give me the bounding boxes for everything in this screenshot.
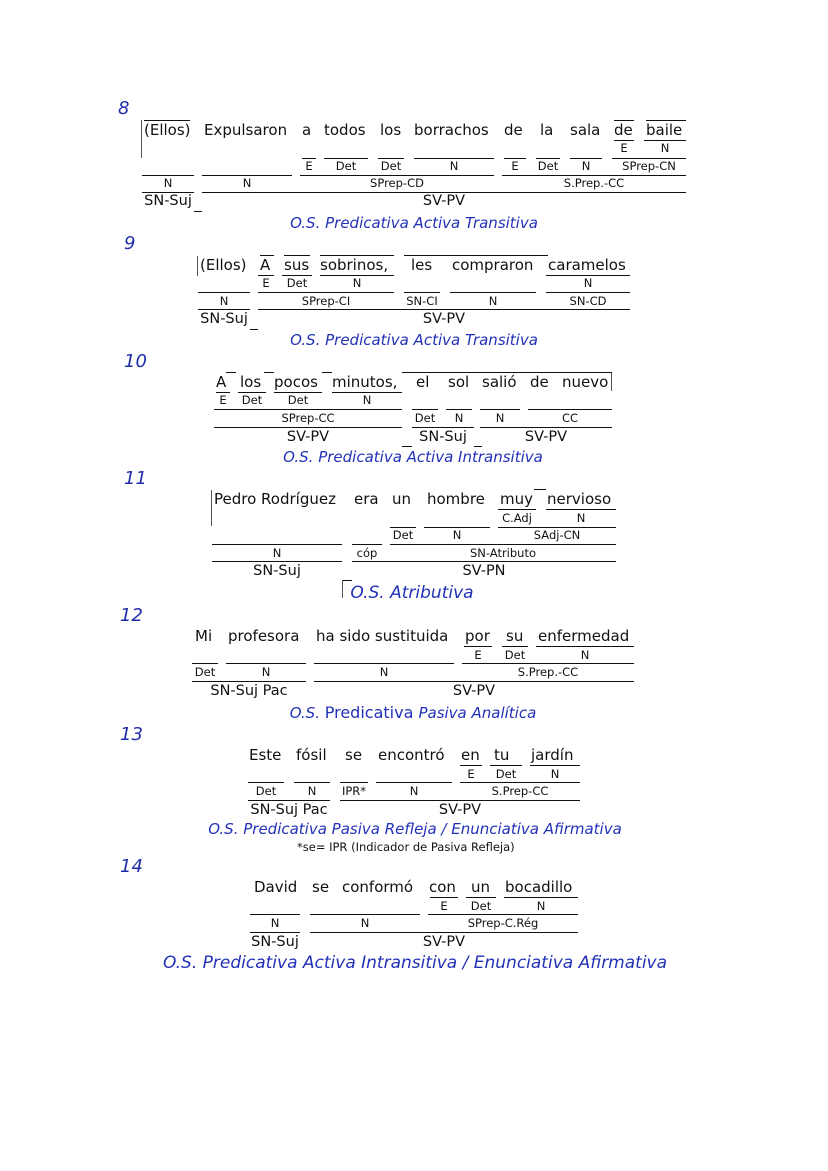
overline — [322, 372, 332, 373]
rule — [342, 580, 352, 581]
rule — [352, 561, 616, 562]
caption-part: O.S. — [289, 704, 325, 722]
rule — [480, 427, 612, 428]
label: N — [409, 784, 419, 798]
overline — [320, 255, 394, 256]
label: SV-PV — [452, 683, 496, 699]
rule — [430, 897, 458, 898]
label: Det — [335, 159, 357, 173]
rule — [192, 681, 306, 682]
label: Det — [380, 159, 402, 173]
label: N — [452, 528, 462, 542]
rule — [412, 427, 474, 428]
rule — [314, 681, 634, 682]
overline — [284, 255, 310, 256]
label: SV-PV — [422, 311, 466, 327]
label: E — [305, 159, 313, 173]
word: se — [345, 746, 363, 764]
word: sala — [570, 121, 601, 139]
overline — [402, 372, 612, 373]
word: tu — [494, 746, 510, 764]
label: E — [620, 141, 628, 155]
overline — [260, 255, 274, 256]
rule — [530, 765, 580, 766]
label: SN-Suj — [144, 193, 192, 209]
rule — [404, 292, 440, 293]
overline — [534, 489, 546, 490]
word: sobrinos, — [320, 256, 389, 274]
word: jardín — [531, 746, 574, 764]
rule — [504, 897, 578, 898]
label: E — [440, 899, 448, 913]
rule — [198, 309, 250, 310]
word: enfermedad — [538, 627, 630, 645]
rule — [460, 765, 482, 766]
label: SAdj-CN — [533, 528, 581, 542]
label: S.Prep-CC — [491, 784, 549, 798]
label: S.Prep.-CC — [517, 665, 579, 679]
word: (Ellos) — [200, 256, 247, 274]
rule — [294, 782, 330, 783]
label: SV-PV — [438, 802, 482, 818]
word: muy — [500, 490, 533, 508]
rule — [428, 914, 578, 915]
label: SPrep-CD — [370, 176, 424, 190]
exercise-number: 14 — [120, 856, 143, 877]
word: bocadillo — [505, 878, 573, 896]
bracket-line — [197, 256, 198, 276]
rule — [258, 309, 630, 310]
label: SN-Suj — [200, 311, 248, 327]
rule — [258, 292, 394, 293]
word: fósil — [296, 746, 327, 764]
label: N — [242, 176, 252, 190]
exercise-number: 10 — [124, 351, 147, 372]
word: era — [354, 490, 379, 508]
label: SN-CI — [406, 294, 438, 308]
label: E — [262, 276, 270, 290]
word: nuevo — [562, 373, 609, 391]
word: de — [504, 121, 523, 139]
label: SN-CD — [569, 294, 607, 308]
label: Det — [194, 665, 216, 679]
overline — [144, 120, 190, 121]
label: Det — [470, 899, 492, 913]
label: cóp — [356, 546, 378, 560]
rule — [310, 932, 578, 933]
caption: O.S. Predicativa Activa Intransitiva / Enunciativa Afirmativa — [162, 953, 668, 973]
word: compraron — [452, 256, 534, 274]
word: el — [416, 373, 430, 391]
rule — [310, 914, 420, 915]
label: E — [511, 159, 519, 173]
label: SN-Suj — [253, 563, 301, 579]
rule — [480, 409, 520, 410]
overline — [226, 372, 236, 373]
word: los — [240, 373, 262, 391]
word: nervioso — [547, 490, 612, 508]
exercise-number: 11 — [124, 468, 147, 489]
label: N — [576, 511, 586, 525]
word: salió — [482, 373, 517, 391]
label: SV-PN — [462, 563, 506, 579]
label: Det — [537, 159, 559, 173]
word: Mi — [195, 627, 213, 645]
label: Det — [241, 393, 263, 407]
rule — [466, 897, 496, 898]
label: Det — [495, 767, 517, 781]
rule — [536, 646, 634, 647]
label: S.Prep.-CC — [563, 176, 625, 190]
word: Expulsaron — [204, 121, 288, 139]
rule — [212, 544, 342, 545]
label: SPrep-CN — [622, 159, 676, 173]
word: su — [506, 627, 524, 645]
label: Det — [286, 276, 308, 290]
rule — [502, 646, 528, 647]
word: los — [380, 121, 402, 139]
label: SPrep-CC — [281, 411, 335, 425]
word: por — [465, 627, 490, 645]
label: N — [360, 916, 370, 930]
word: pocos — [274, 373, 318, 391]
label: Det — [255, 784, 277, 798]
bracket-line — [611, 373, 612, 391]
word: conformó — [342, 878, 414, 896]
bracket-line — [141, 120, 142, 158]
word: un — [392, 490, 412, 508]
exercise-number: 8 — [118, 98, 130, 119]
word: profesora — [228, 627, 300, 645]
label: N — [495, 411, 505, 425]
word: en — [461, 746, 480, 764]
label: N — [449, 159, 459, 173]
footnote: *se= IPR (Indicador de Pasiva Refleja) — [297, 840, 515, 854]
rule — [194, 211, 202, 212]
word: a — [302, 121, 312, 139]
word: A — [260, 256, 271, 274]
overline — [264, 372, 274, 373]
label: N — [163, 176, 173, 190]
label: N — [536, 899, 546, 913]
word: caramelos — [548, 256, 626, 274]
label: Det — [414, 411, 436, 425]
word: sus — [284, 256, 310, 274]
rule — [412, 409, 438, 410]
label: N — [550, 767, 560, 781]
rule — [250, 329, 258, 330]
rule — [248, 782, 284, 783]
label: N — [307, 784, 317, 798]
label: N — [583, 276, 593, 290]
label: SPrep-CI — [301, 294, 351, 308]
word: con — [429, 878, 456, 896]
rule — [498, 509, 536, 510]
label: E — [219, 393, 227, 407]
rule — [402, 446, 412, 447]
overline — [646, 120, 686, 121]
overline — [404, 255, 548, 256]
word: ha sido sustituida — [316, 627, 449, 645]
label: SV-PV — [524, 429, 568, 445]
label: Det — [392, 528, 414, 542]
rule — [340, 782, 368, 783]
caption: O.S. Atributiva — [350, 583, 474, 603]
caption — [192, 703, 634, 722]
caption-part: Pasiva Analítica — [418, 704, 537, 722]
caption: O.S. Predicativa Activa Transitiva — [290, 214, 538, 232]
label: N — [272, 546, 282, 560]
label: N — [270, 916, 280, 930]
label: N — [379, 665, 389, 679]
label: N — [219, 294, 229, 308]
bracket-line — [211, 490, 212, 526]
word: se — [312, 878, 330, 896]
rule — [460, 782, 580, 783]
caption: O.S. Predicativa Activa Intransitiva — [283, 448, 543, 466]
word: todos — [324, 121, 366, 139]
rule — [226, 663, 306, 664]
label: SN-Suj Pac — [210, 683, 288, 699]
caption: O.S. Predicativa Pasiva Refleja / Enunciativa Afirmativa — [208, 820, 622, 838]
rule — [464, 646, 492, 647]
word: minutos, — [332, 373, 398, 391]
word: hombre — [427, 490, 485, 508]
rule — [248, 800, 330, 801]
label: N — [352, 276, 362, 290]
label: SN-Suj — [251, 934, 299, 950]
word: Este — [249, 746, 282, 764]
label: N — [580, 648, 590, 662]
label: SN-Suj — [419, 429, 467, 445]
rule — [214, 427, 402, 428]
word: encontró — [378, 746, 445, 764]
rule — [250, 932, 300, 933]
rule — [198, 292, 250, 293]
rule — [490, 765, 522, 766]
rule — [192, 663, 218, 664]
label: E — [467, 767, 475, 781]
exercise-number: 13 — [120, 724, 143, 745]
rule — [214, 409, 402, 410]
word: (Ellos) — [144, 121, 191, 139]
rule — [450, 292, 536, 293]
rule — [376, 782, 452, 783]
word: de — [614, 121, 633, 139]
overline — [614, 120, 634, 121]
word: sol — [448, 373, 470, 391]
exercise-number: 9 — [124, 233, 136, 254]
word: David — [254, 878, 298, 896]
caption-part: Predicativa — [324, 703, 419, 722]
rule — [546, 509, 616, 510]
label: SV-PV — [422, 193, 466, 209]
label: C.Adj — [502, 511, 532, 525]
label: SV-PV — [286, 429, 330, 445]
label: IPR* — [341, 784, 367, 798]
label: SPrep-C.Rég — [467, 916, 539, 930]
rule — [212, 561, 342, 562]
word: les — [411, 256, 433, 274]
rule — [352, 544, 382, 545]
label: N — [261, 665, 271, 679]
rule — [528, 409, 612, 410]
label: CC — [561, 411, 579, 425]
label: Det — [504, 648, 526, 662]
word: la — [540, 121, 554, 139]
label: SN-Atributo — [469, 546, 537, 560]
rule — [390, 544, 616, 545]
rule — [314, 663, 454, 664]
label: SV-PV — [422, 934, 466, 950]
label: Det — [287, 393, 309, 407]
word: borrachos — [414, 121, 489, 139]
label: N — [454, 411, 464, 425]
label: SN-Suj Pac — [250, 802, 328, 818]
label: E — [474, 648, 482, 662]
rule — [474, 446, 482, 447]
label: N — [581, 159, 591, 173]
rule — [340, 800, 580, 801]
rule — [250, 914, 300, 915]
label: N — [488, 294, 498, 308]
word: de — [530, 373, 549, 391]
word: un — [471, 878, 491, 896]
caption: O.S. Predicativa Activa Transitiva — [290, 331, 538, 349]
rule — [446, 409, 472, 410]
label: N — [362, 393, 372, 407]
word: A — [216, 373, 227, 391]
word: Pedro Rodríguez — [214, 490, 336, 508]
exercise-number: 12 — [120, 605, 143, 626]
word: baile — [646, 121, 683, 139]
rule — [462, 663, 634, 664]
label: N — [660, 141, 670, 155]
rule — [546, 292, 630, 293]
